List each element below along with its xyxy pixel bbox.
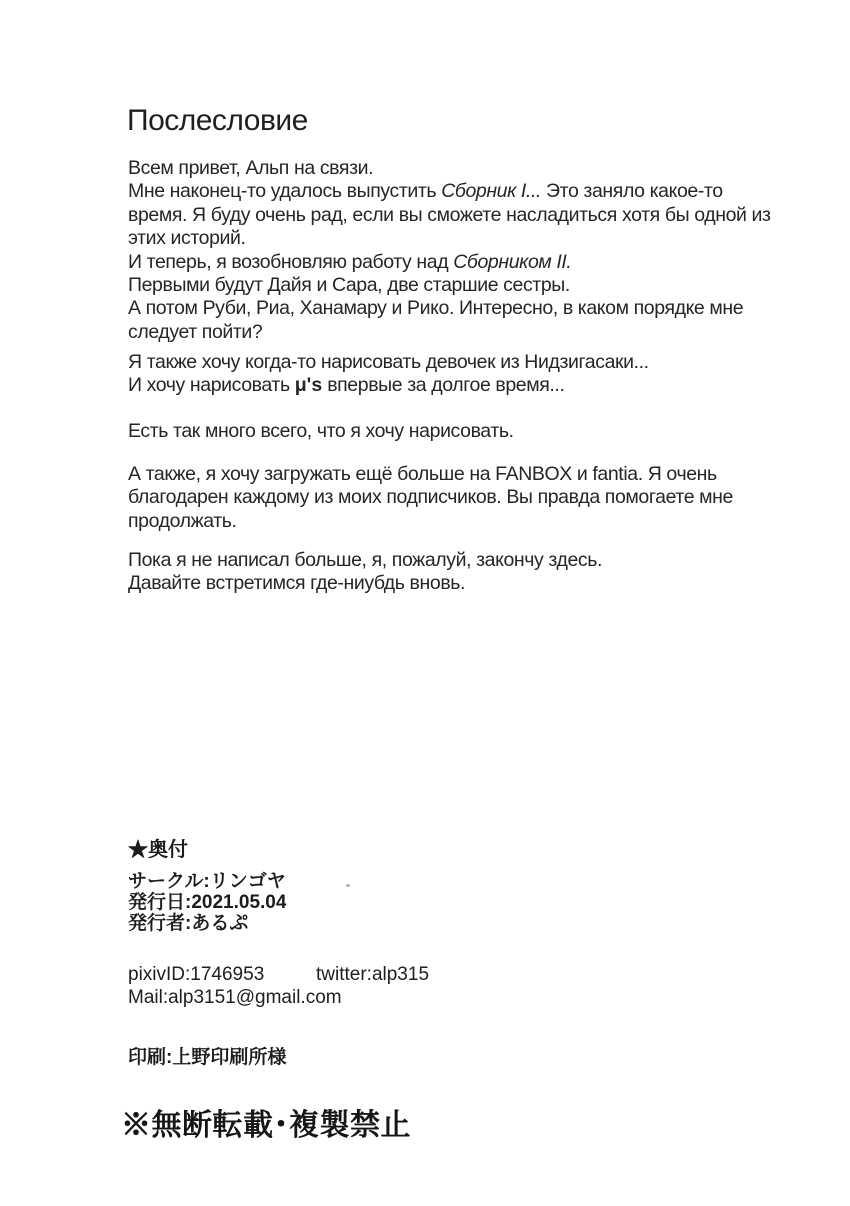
paragraph-fanbox <box>128 463 733 533</box>
page-title: Послесловие <box>127 104 308 137</box>
no-reproduction-notice: ※無断転載･複製禁止 <box>121 1109 411 1142</box>
twitter-handle: twitter:alp315 <box>316 964 430 985</box>
colophon-details <box>128 871 286 935</box>
text-line <box>128 251 771 274</box>
colophon-heading: ★奥付 <box>128 839 188 861</box>
scan-speck <box>346 884 350 887</box>
text-line <box>128 180 771 203</box>
publisher-name: 発行者:あるぷ <box>128 913 249 935</box>
text-line: Я также хочу когда-то нарисовать девочек из Нидзигасаки... <box>128 351 649 373</box>
text-line: Есть так много всего, что я хочу нарисовать. <box>128 420 514 442</box>
printer-credit: 印刷:上野印刷所様 <box>128 1047 287 1068</box>
paragraph-intro <box>128 157 771 344</box>
text-line: Первыми будут Дайя и Сара, две старшие сестры. <box>128 274 570 297</box>
mail-address: Mail:alp3151@gmail.com <box>128 986 342 1008</box>
text-segment: впервые за долгое время... <box>322 374 565 397</box>
book-title-italic: Сборником II. <box>453 250 572 273</box>
text-segment: И хочу нарисовать <box>128 374 295 397</box>
text-line <box>128 374 649 397</box>
text-segment: Мне наконец-то удалось выпустить <box>128 180 442 203</box>
contact-info <box>128 964 430 1009</box>
text-line: благодарен каждому из моих подписчиков. Вы правда помогаете мне <box>128 486 733 509</box>
text-line: А также, я хочу загружать ещё больше на FANBOX и fantia. Я очень <box>128 463 717 485</box>
text-line: Пока я не написал больше, я, пожалуй, закончу здесь. <box>128 549 603 571</box>
text-line: А потом Руби, Риа, Ханамару и Рико. Интересно, в каком порядке мне <box>128 297 744 320</box>
circle-name: サークル:リンゴヤ <box>128 871 286 892</box>
paragraph-somuch <box>128 420 514 443</box>
text-line: этих историй. <box>128 227 246 250</box>
publish-date: 発行日:2021.05.04 <box>128 892 287 914</box>
text-line: Давайте встретимся где-ниубдь вновь. <box>128 572 466 595</box>
text-line: Всем привет, Альп на связи. <box>128 157 374 179</box>
mus-logo-text: μ's <box>294 374 323 397</box>
contact-line-ids <box>128 964 430 987</box>
text-line: продолжать. <box>128 509 237 532</box>
pixiv-id: pixivID:1746953 <box>128 964 265 985</box>
paragraph-closing <box>128 549 602 596</box>
text-line: следует пойти? <box>128 320 263 343</box>
text-line: время. Я буду очень рад, если вы сможете насладиться хотя бы одной из <box>128 203 771 226</box>
book-title-italic: Сборник I... <box>441 180 542 203</box>
paragraph-wishlist <box>128 351 649 398</box>
text-segment: И теперь, я возобновляю работу над <box>128 250 454 273</box>
text-segment: Это заняло какое-то <box>541 180 723 203</box>
